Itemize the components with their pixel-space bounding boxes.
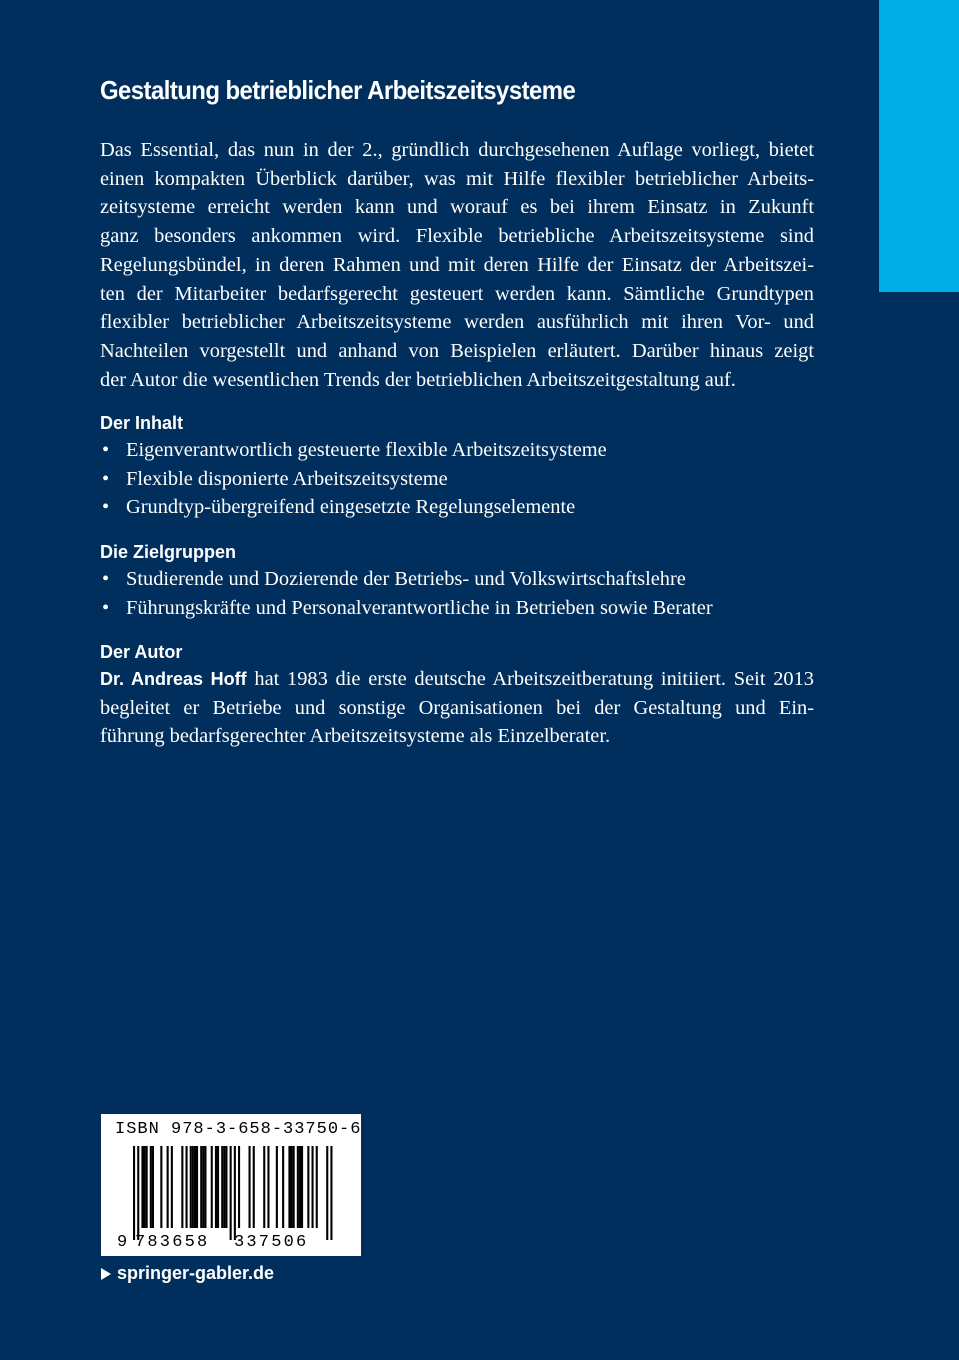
barcode-bar: [288, 1146, 290, 1228]
isbn-barcode: [101, 1114, 361, 1256]
barcode-bar: [234, 1146, 236, 1240]
author-bio: [100, 665, 814, 751]
barcode-bar: [137, 1146, 139, 1240]
barcode-bar: [196, 1146, 198, 1228]
list-item: • Grundtyp-übergreifend eingesetzte Regelungselemente: [100, 493, 607, 522]
barcode-bar: [192, 1146, 194, 1228]
barcode-bar: [217, 1146, 219, 1228]
barcode-bar: [267, 1146, 269, 1228]
arrow-right-icon: [101, 1268, 111, 1280]
barcode-bar: [312, 1146, 314, 1228]
barcode-bar: [171, 1146, 173, 1228]
book-title: Gestaltung betrieblicher Arbeitszeitsysteme: [100, 75, 576, 105]
barcode-bar: [211, 1146, 213, 1228]
author-heading: Der Autor: [100, 642, 183, 662]
description-line: ganz besonders ankommen wird. Flexible betriebliche Arbeitszeitsysteme sind: [100, 225, 814, 248]
barcode-bar: [276, 1146, 278, 1228]
barcode-bar: [221, 1146, 223, 1228]
bullet-icon: •: [102, 596, 110, 619]
barcode-bar: [152, 1146, 154, 1228]
author-name: Dr. Andreas Hoff: [100, 669, 247, 689]
contents-heading: Der Inhalt: [100, 413, 184, 433]
bullet-icon: •: [102, 496, 110, 519]
description-line: ten der Mitarbeiter bedarfsgerecht gesteuert werden kann. Sämtliche Grundtypen: [100, 282, 814, 305]
book-description: [100, 136, 814, 394]
barcode-bar: [249, 1146, 251, 1228]
author-bio-line: führung bedarfsgerechter Arbeitszeitsysteme als Einzelberater.: [100, 725, 611, 748]
barcode-bar: [141, 1146, 143, 1228]
barcode-bar: [225, 1146, 227, 1228]
bullet-icon: •: [102, 568, 110, 590]
barcode-bar: [282, 1146, 284, 1228]
barcode-digits-left: 783658: [135, 1233, 210, 1252]
barcode-bar: [181, 1146, 183, 1228]
barcode-bar: [144, 1146, 146, 1228]
contents-list: [100, 436, 607, 522]
barcode-bar: [230, 1146, 232, 1240]
barcode-bar: [160, 1146, 162, 1228]
barcode-bar: [330, 1146, 332, 1240]
list-item: • Studierende und Dozierende der Betriebs- und Volkswirtschaftslehre: [100, 565, 713, 594]
barcode-digits-right: 337506: [234, 1233, 309, 1252]
publisher-website[interactable]: springer-gabler.de: [101, 1262, 274, 1284]
list-item: • Eigenverantwortlich gesteuerte flexible Arbeitszeitsysteme: [100, 436, 607, 465]
description-line: Das Essential, das nun in der 2., gründlich durchgesehenen Auflage vorliegt, bietet: [100, 139, 814, 161]
barcode-bar: [167, 1146, 169, 1228]
description-line: flexibler betrieblicher Arbeitszeitsysteme werden ausführlich mit ihren Vor- und: [100, 311, 814, 334]
description-line: zeitsysteme erreicht werden kann und worauf es bei ihrem Einsatz in Zukunft: [100, 196, 814, 219]
barcode-bar: [146, 1146, 148, 1228]
description-line: Regelungsbündel, in deren Rahmen und mit deren Hilfe der Einsatz der Arbeitszei-: [100, 253, 814, 276]
barcode-bar: [291, 1146, 293, 1228]
bullet-icon: •: [102, 439, 110, 461]
barcode-bar: [238, 1146, 240, 1228]
barcode-bar: [297, 1146, 299, 1228]
barcode-bar: [194, 1146, 196, 1228]
isbn-label: ISBN 978-3-658-33750-6: [115, 1120, 362, 1139]
barcode-bar: [215, 1146, 217, 1228]
barcode-bar: [133, 1146, 135, 1240]
barcode-bar: [223, 1146, 225, 1228]
barcode-bar: [150, 1146, 152, 1228]
description-line: einen kompakten Überblick darüber, was mit Hilfe flexibler betrieblicher Arbeits-: [100, 167, 814, 190]
barcode-bar: [316, 1146, 318, 1228]
barcode-bar: [301, 1146, 303, 1228]
barcode-bar: [293, 1146, 295, 1228]
barcode-digit-first: 9: [117, 1233, 128, 1252]
barcode-bar: [186, 1146, 188, 1228]
barcode-bar: [204, 1146, 206, 1228]
audience-heading: Die Zielgruppen: [100, 542, 237, 562]
barcode-bar: [299, 1146, 301, 1228]
barcode-bar: [190, 1146, 192, 1228]
list-item: • Führungskräfte und Personalverantwortliche in Betrieben sowie Berater: [100, 594, 713, 623]
audience-list: [100, 565, 713, 622]
barcode-bars: [133, 1146, 333, 1240]
barcode-bar: [200, 1146, 202, 1228]
list-item: • Flexible disponierte Arbeitszeitsysteme: [100, 465, 607, 494]
barcode-bar: [326, 1146, 328, 1240]
barcode-graphic: [101, 1114, 361, 1256]
barcode-bar: [307, 1146, 309, 1228]
description-line: der Autor die wesentlichen Trends der betrieblichen Arbeitszeitgestaltung auf.: [100, 368, 736, 391]
barcode-bar: [202, 1146, 204, 1228]
description-line: Nachteilen vorgestellt und anhand von Beispielen erläutert. Darüber hinaus zeigt: [100, 339, 814, 362]
barcode-bar: [253, 1146, 255, 1228]
author-bio-line: Dr. Andreas Hoff hat 1983 die erste deutsche Arbeitszeitberatung initiiert. Seit 2013: [100, 668, 815, 690]
accent-bar: [879, 0, 959, 292]
author-bio-line: begleitet er Betriebe und sonstige Organisationen bei der Gestaltung und Ein-: [100, 696, 814, 719]
bullet-icon: •: [102, 467, 110, 490]
barcode-bar: [263, 1146, 265, 1228]
